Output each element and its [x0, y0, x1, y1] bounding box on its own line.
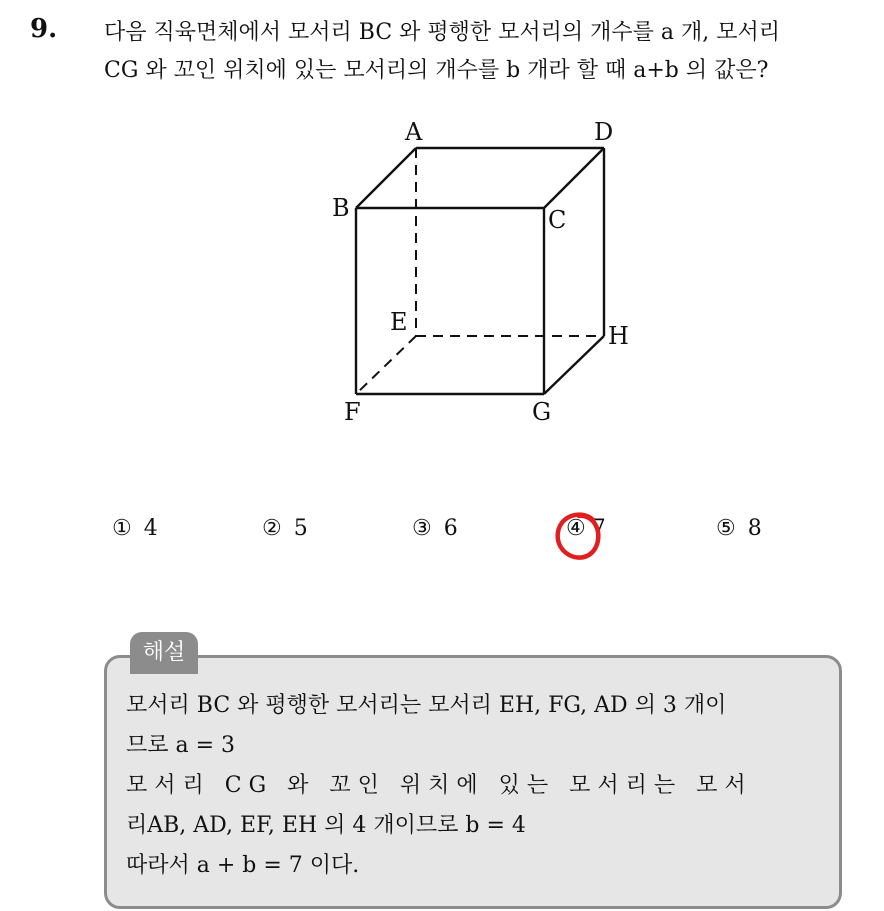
solution-line-5: 따라서 a + b = 7 이다.: [126, 853, 360, 878]
vertex-label-a: A: [405, 118, 423, 146]
choice-mark: ⑤: [716, 516, 736, 541]
choice-2[interactable]: [262, 516, 308, 541]
solution-line-2: 므로 a = 3: [126, 733, 236, 758]
choice-mark: ④: [566, 516, 586, 541]
question-number: 9.: [30, 14, 58, 44]
vertex-label-d: D: [594, 118, 614, 146]
edge-ab: [356, 148, 416, 208]
choice-mark: ①: [112, 516, 132, 541]
choice-3[interactable]: [412, 516, 458, 541]
vertex-label-g: G: [532, 398, 552, 426]
solution-line-3: 모서리 CG 와 꼬인 위치에 있는 모서리는 모서: [126, 773, 753, 798]
edge-ef: [356, 336, 416, 394]
solution-line-1: 모서리 BC 와 평행한 모서리는 모서리 EH, FG, AD 의 3 개이: [126, 693, 727, 718]
solution-text: [126, 686, 826, 886]
selected-answer-circle-mark: [553, 508, 605, 564]
choice-mark: ③: [412, 516, 432, 541]
question-text: [104, 14, 874, 90]
vertex-label-e: E: [390, 308, 408, 336]
choice-mark: ②: [262, 516, 282, 541]
vertex-label-h: H: [608, 322, 629, 350]
choice-value: 7: [591, 516, 606, 541]
choice-value: 4: [143, 516, 158, 541]
choice-value: 5: [293, 516, 308, 541]
question-line-2: CG 와 꼬인 위치에 있는 모서리의 개수를 b 개라 할 때 a+b 의 값은?: [104, 58, 769, 83]
vertex-label-b: B: [332, 194, 350, 222]
choice-5[interactable]: [716, 516, 762, 541]
question-line-1: 다음 직육면체에서 모서리 BC 와 평행한 모서리의 개수를 a 개, 모서리: [104, 20, 781, 45]
choice-1[interactable]: [112, 516, 158, 541]
choice-value: 8: [747, 516, 762, 541]
solution-line-4: 리AB, AD, EF, EH 의 4 개이므로 b = 4: [126, 813, 526, 838]
vertex-label-f: F: [344, 398, 361, 426]
choice-value: 6: [443, 516, 458, 541]
cuboid-figure: [320, 110, 640, 440]
solution-tab-label: 해설: [130, 632, 198, 674]
vertex-label-c: C: [548, 206, 567, 234]
answer-choices: [0, 516, 884, 556]
edge-gh: [544, 336, 604, 394]
edge-dc: [544, 148, 604, 208]
